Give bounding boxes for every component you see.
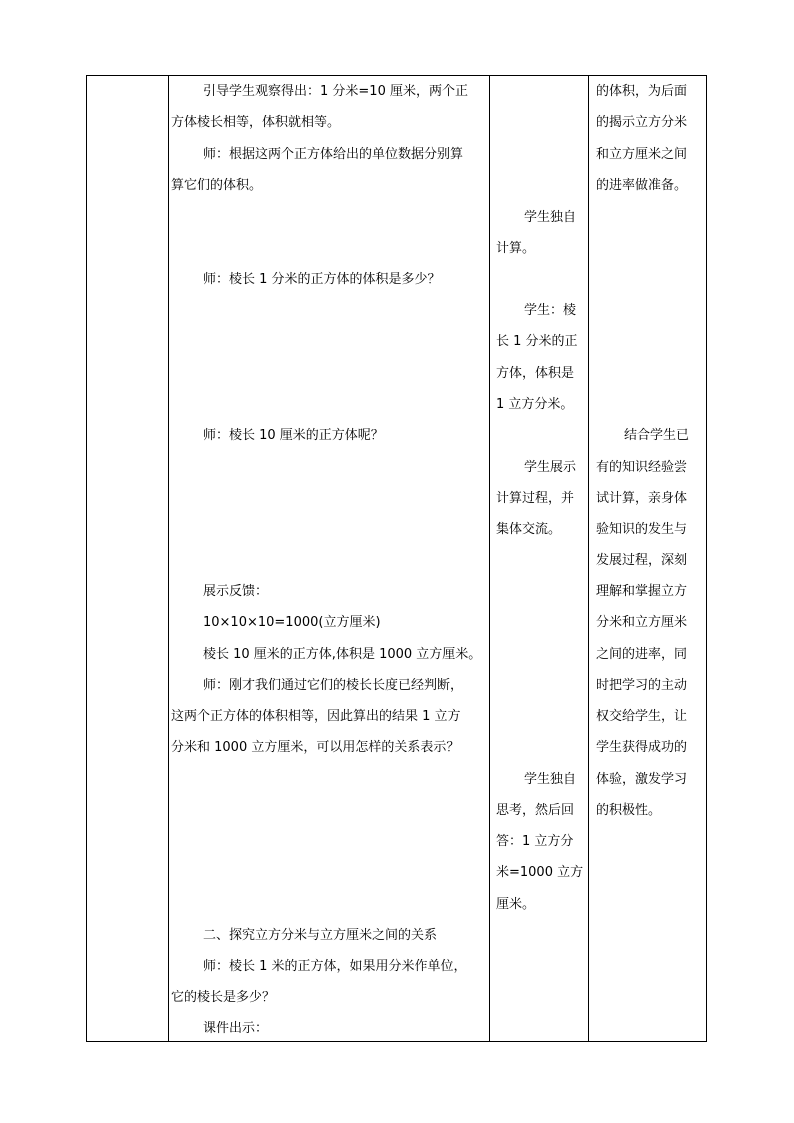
intent-text-line: 验知识的发生与 bbox=[596, 522, 688, 537]
student-text-line: 1 立方分米。 bbox=[496, 397, 574, 412]
teacher-text-line: 它的棱长是多少？ bbox=[171, 990, 276, 1005]
intent-text-line: 权交给学生，让 bbox=[596, 709, 688, 724]
intent-text-line: 有的知识经验尝 bbox=[596, 460, 688, 475]
student-text-line: 学生：棱 bbox=[524, 303, 577, 318]
intent-text-line: 分米和立方厘米 bbox=[596, 615, 688, 630]
student-text-line: 思考，然后回 bbox=[496, 803, 575, 818]
intent-text-line: 时把学习的主动 bbox=[596, 678, 688, 693]
student-text-line: 方体，体积是 bbox=[496, 366, 575, 381]
teacher-text-line: 分米和 1000 立方厘米，可以用怎样的关系表示？ bbox=[171, 740, 460, 755]
intent-text-line: 理解和掌握立方 bbox=[596, 584, 688, 599]
teacher-text-line: 10×10×10=1000(立方厘米) bbox=[203, 615, 381, 630]
intent-text-line: 试计算，亲身体 bbox=[596, 491, 688, 506]
student-text-line: 厘米。 bbox=[496, 897, 536, 912]
intent-text-line: 结合学生已 bbox=[624, 428, 690, 443]
column-divider bbox=[588, 76, 589, 1041]
teacher-text-line: 师：根据这两个正方体给出的单位数据分别算 bbox=[203, 147, 464, 162]
teacher-text-line: 师：棱长 1 米的正方体，如果用分米作单位， bbox=[203, 959, 467, 974]
teacher-text-line: 课件出示： bbox=[203, 1021, 269, 1036]
student-text-line: 学生独自 bbox=[524, 210, 577, 225]
student-text-line: 计算过程，并 bbox=[496, 491, 575, 506]
intent-text-line: 之间的进率，同 bbox=[596, 647, 688, 662]
intent-text-line: 的体积，为后面 bbox=[596, 84, 688, 99]
teacher-text-line: 算它们的体积。 bbox=[171, 178, 263, 193]
student-text-line: 答：1 立方分 bbox=[496, 834, 574, 849]
teacher-text-line: 师：棱长 1 分米的正方体的体积是多少？ bbox=[203, 272, 441, 287]
column-divider bbox=[489, 76, 490, 1041]
teacher-text-line: 这两个正方体的体积相等，因此算出的结果 1 立方 bbox=[171, 709, 461, 724]
teacher-text-line: 方体棱长相等，体积就相等。 bbox=[171, 115, 341, 130]
teacher-text-line: 引导学生观察得出：1 分米=10 厘米，两个正 bbox=[203, 84, 468, 99]
intent-text-line: 和立方厘米之间 bbox=[596, 147, 688, 162]
student-text-line: 学生独自 bbox=[524, 772, 577, 787]
intent-text-line: 的进率做准备。 bbox=[596, 178, 688, 193]
intent-text-line: 发展过程，深刻 bbox=[596, 553, 688, 568]
column-divider bbox=[168, 76, 169, 1041]
teacher-text-line: 师：棱长 10 厘米的正方体呢？ bbox=[203, 428, 384, 443]
student-text-line: 长 1 分米的正 bbox=[496, 334, 578, 349]
intent-text-line: 学生获得成功的 bbox=[596, 740, 688, 755]
section-heading: 二、探究立方分米与立方厘米之间的关系 bbox=[203, 928, 438, 943]
student-text-line: 学生展示 bbox=[524, 460, 577, 475]
student-text-line: 计算。 bbox=[496, 241, 536, 256]
intent-text-line: 体验，激发学习 bbox=[596, 772, 688, 787]
intent-text-line: 的揭示立方分米 bbox=[596, 115, 688, 130]
teacher-text-line: 师：刚才我们通过它们的棱长长度已经判断， bbox=[203, 678, 464, 693]
teacher-text-line: 展示反馈： bbox=[203, 584, 269, 599]
teacher-text-line: 棱长 10 厘米的正方体,体积是 1000 立方厘米。 bbox=[203, 647, 482, 662]
student-text-line: 米=1000 立方 bbox=[496, 865, 584, 880]
intent-text-line: 的积极性。 bbox=[596, 803, 662, 818]
student-text-line: 集体交流。 bbox=[496, 522, 562, 537]
